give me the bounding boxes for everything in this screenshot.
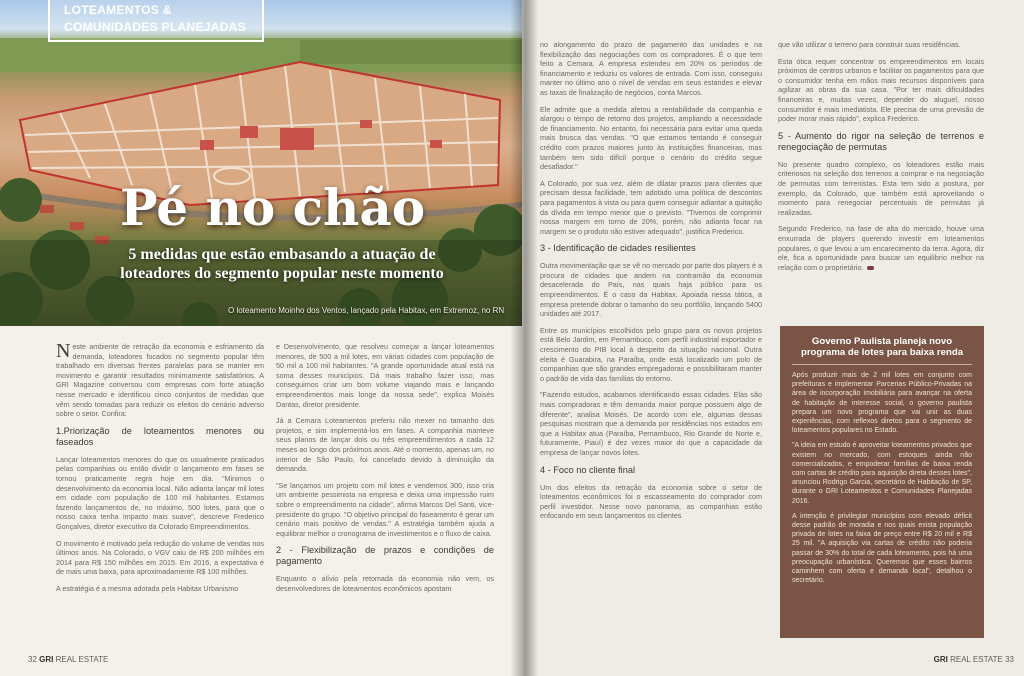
footer-section: REAL ESTATE [55,655,109,664]
end-mark-icon [867,266,874,270]
sidebar-paragraph: A intenção é privilegiar municípios com elevado déficit desse padrão de moradia e nos quais exista população privada de lotes na faixa de preço entre R$ 20 mil e R$ 25 mil. "A aquisição via cartas de crédito não poderia passar de 30% do total de cada loteamento, pois há uma preocupação urbanística. Queremos que esses bairros caminhem com oferta e demanda local", detalhou o secretário. [792,512,972,585]
paragraph: A estratégia é a mesma adotada pela Habitax Urbanismo [56,583,239,593]
paragraph: que vão utilizar o terreno para construir suas residências. [778,40,961,49]
page-gutter [510,0,538,676]
dropcap: N [56,340,71,362]
aerial-photo [0,0,522,326]
footer-brand: GRI [933,655,948,664]
footer-section: REAL ESTATE [950,655,1003,664]
paragraph: Um dos efeitos da retração da economia sobre o setor de loteamentos econômicos foi o escasseamento do comprador com perfil investidor. Nesse novo panorama, as companhias estão enfocando em seus lançamentos os clientes [540,482,762,521]
sidebar-paragraph: "A ideia em estudo é aproveitar loteamentos privados que existem no mercado, com estoques ainda não comercializados, e empoderar famílias de baixa renda com cartas de crédito para aquisição direta desses lotes", anunciou Rodrigo Garcia, secretário de Habitação de SP, durante o GRI Loteamentos e Comunidades Planejadas 2016. [792,442,972,505]
paragraph: e Desenvolvimento, que resolveu começar a lançar loteamentos menores, de 500 a mil lotes, em várias cidades com população de 50 mil a 100 mil habitantes. "A grande oportunidade atual está na soma desses municípios. Dá mais trabalho fazer isso, mas conseguimos criar um bom volume viajando mais e lançando empreendimentos mais longe da nossa sede", explica Moisés Dantas, diretor presidente. [276,342,494,409]
sidebar-box [780,326,984,638]
left-column-2 [276,342,494,600]
section-heading-4: 4 - Foco no cliente final [540,464,635,475]
divider [792,364,972,365]
page-number: 33 [1005,655,1014,664]
page-footer-right [934,655,1014,664]
paragraph: Esta ótica requer concentrar os empreendimentos em locais próximos de centros urbanos e facilitar os pagamentos para que o consumidor tenha em mãos mais recursos disponíveis para agilizar as obras da sua casa. "Por ter mais dificuldades financeiras e, muitas vezes, depender do aluguel, nosso consumidor é mais imediatista. Ele precisa de uma previsão de poder morar mais rápido", explica Frederico. [778,56,984,124]
paragraph: A Colorado, por sua vez, além de dilatar prazos para clientes que precisam dessa facilidade, tem adotado uma política de descontos para pagamentos à vista ou para quem conseguir adiantar a quitação da dívida em tempo menor que o previsto. "Tivemos de comprimir nossa margem em torno de 20%, porém, não adianta focar na margem se o produto não estiver adequado", justifica Frederico. [540,178,762,236]
paragraph: Lançar loteamentos menores do que os usualmente praticados pelas companhias ou então dividir o lançamento em fases se tornou praticamente regra hoje em dia. "Minimos o desenvolvimento da economia local. Não adianta lançar mil lotes em cidade com população de 100 mil habitantes. Estamos fazendo lançamentos de, no máximo, 500 lotes, para que o nosso caixa tenha impacto mais suave", descreve Frederico Gonçalves, diretor executivo da Colorado Empreendimentos. [56,454,264,531]
photo-caption: O loteamento Moinho dos Ventos, lançado pela Habitax, em Extremoz, no RN [228,306,505,315]
section-heading-3: 3 - Identificação de cidades resilientes [540,243,696,254]
sidebar-box-title: Governo Paulista planeja novo programa de lotes para baixa renda [800,336,964,358]
section-heading-5: 5 - Aumento do rigor na seleção de terrenos e renegociação de permutas [778,130,984,152]
paragraph: no alongamento do prazo de pagamento das unidades e na flexibilização das negociações com os compradores. É o que tem feito a Cemara. A empresa estendeu em 20% os períodos de financiamento e reduziu os valores de entrada. Com isso, conseguiu manter no último ano o nível de vendas em seus estandes e elevar as taxas de finalização de negócios, conta Marcos. [540,40,762,97]
section-heading-2: 2 - Flexibilização de prazos e condições de pagamento [276,545,494,567]
section-tab-line2: COMUNIDADES PLANEJADAS [64,20,246,34]
right-page [522,0,1024,676]
section-tab [48,0,264,42]
section-tab-line1: LOTEAMENTOS & [64,3,172,17]
right-column-1 [540,40,762,528]
left-column-1 [56,342,264,600]
intro-text: este ambiente de retração da economia e esfriamento da demanda, loteadores focados no segmento popular têm trabalhado em diversas frentes paralelas para se manter em movimento e garantir resultados minimamente satisfatórios. A GRI Magazine conversou com empresas com forte atuação nesse mercado e identificou cinco conjuntos de medidas que vêm sendo tomadas para reduzir os efeitos do cenário adverso sobre o setor. Confira: [56,342,264,419]
article-subtitle: 5 medidas que estão embasando a atuação de loteadores do segmento popular neste momento [120,246,444,282]
paragraph: Enquanto o alívio pela retomada da economia não vem, os desenvolvedores de loteamentos econômicos apostam [276,574,494,593]
paragraph: "Se lançamos um projeto com mil lotes e vendemos 300, isso cria um ambiente pessimista na empresa e deixa uma impressão ruim sobre o empreendimento na cidade", afirma Marcos Del Santi, vice-presidente do grupo. "O objetivo principal do faseamento é gerar um cenário mais positivo de vendas." A estratégia também ajuda a equilibrar melhor o cronograma de investimentos e o fluxo de caixa. [276,480,494,538]
paragraph-text: Segundo Frederico, na fase de alta do mercado, houve uma enxurrada de players querendo investir em loteamentos populares, o que levou a um encarecimento da terra. Agora, diz ele, fica a oportunidade para buscar um equilíbrio melhor na relação com o proprietário. [778,224,984,272]
paragraph: Outra movimentação que se vê no mercado por parte dos players é a procura de cidades que andem na contramão da economia desacelerada do País, nas quais haja público para os empreendimentos. É o caso da Habitax. Apoiada nessa tática, a empresa pretende dobrar o tamanho do seu portfólio, lançando 5400 unidades até 2017. [540,261,762,319]
article-title: Pé no chão [120,178,426,237]
section-heading-1: 1.Priorização de loteamentos menores ou faseados [56,425,264,447]
page-number: 32 [28,655,37,664]
paragraph: "Fazendo estudos, acabamos identificando essas cidades. Elas são mais compradoras e têm demanda maior porque possuem algo de diferente", analisa Moisés. De acordo com ele, algumas dessas pesquisas mostram que a demanda por residências nos estados em que a Habitax atua (Paraíba, Pernambuco, Rio Grande do Norte e, futuramente, Piauí) é dez vezes maior do que a capacidade da empresa de lançar novos lotes. [540,390,762,457]
page-footer-left [28,655,108,664]
paragraph: Entre os municípios escolhidos pelo grupo para os novos projetos está Belo Jardim, em Pernambuco, com perfil industrial exportador e crescimento do PIB local à despeito da situação nacional. Outra eleita é Guarabira, na Paraíba, onde está localizado um polo de companhias que são grandes empregadoras e possibilitaram manter o padrão de vida das famílias do entorno. [540,325,762,383]
paragraph: Já a Cemara Loteamentos preferiu não mexer no tamanho dos projetos, e sim implementá-los em fases. A companhia manteve seus planos de lançar dois ou três empreendimentos a cada 12 meses ao longo dos próximos anos. Até o momento, apenas um, no interior de São Paulo, foi cancelado devido à diminuição da demanda. [276,416,494,474]
sidebar-paragraph: Após produzir mais de 2 mil lotes em conjunto com prefeituras e implementar Parcerias Público-Privadas na área de incorporação imobiliária para avançar na oferta de habitação de interesse social, o governo paulista prepara um novo programa que vai unir as duas experiências, com reflexos diretos para o segmento de loteamentos populares no Estado. [792,372,972,435]
paragraph: Ele admite que a medida afetou a rentabilidade da companhia e alargou o tempo de retorno dos projetos, ampliando a necessidade de financiamento. No entanto, foi necessária para evitar uma queda mais brusca das vendas. "O que estamos tentando é conseguir crédito com prazos maiores junto às instituições financeiras, mas também tem sido difícil porque o cenário do crédito segue desafiador." [540,104,762,172]
footer-brand: GRI [39,655,54,664]
paragraph: No presente quadro complexo, os loteadores estão mais criteriosos na seleção dos terrenos a comprar e na negociação de permutas com terrenistas. Esta tem sido a postura, por exemplo, da Colorado, que também está aproveitando o momento para renegociar percentuais de permutas já realizadas. [778,159,984,217]
paragraph [778,224,984,272]
paragraph: O movimento é motivado pela redução do volume de vendas nos últimos anos. Na Colorado, o VGV caiu de R$ 200 milhões em 2014 para R$ 150 milhões em 2015. Em 2016, a expectativa é de mais uma baixa, para aproximadamente R$ 100 milhões. [56,538,264,577]
right-column-2 [778,40,984,279]
intro-paragraph [56,342,264,419]
